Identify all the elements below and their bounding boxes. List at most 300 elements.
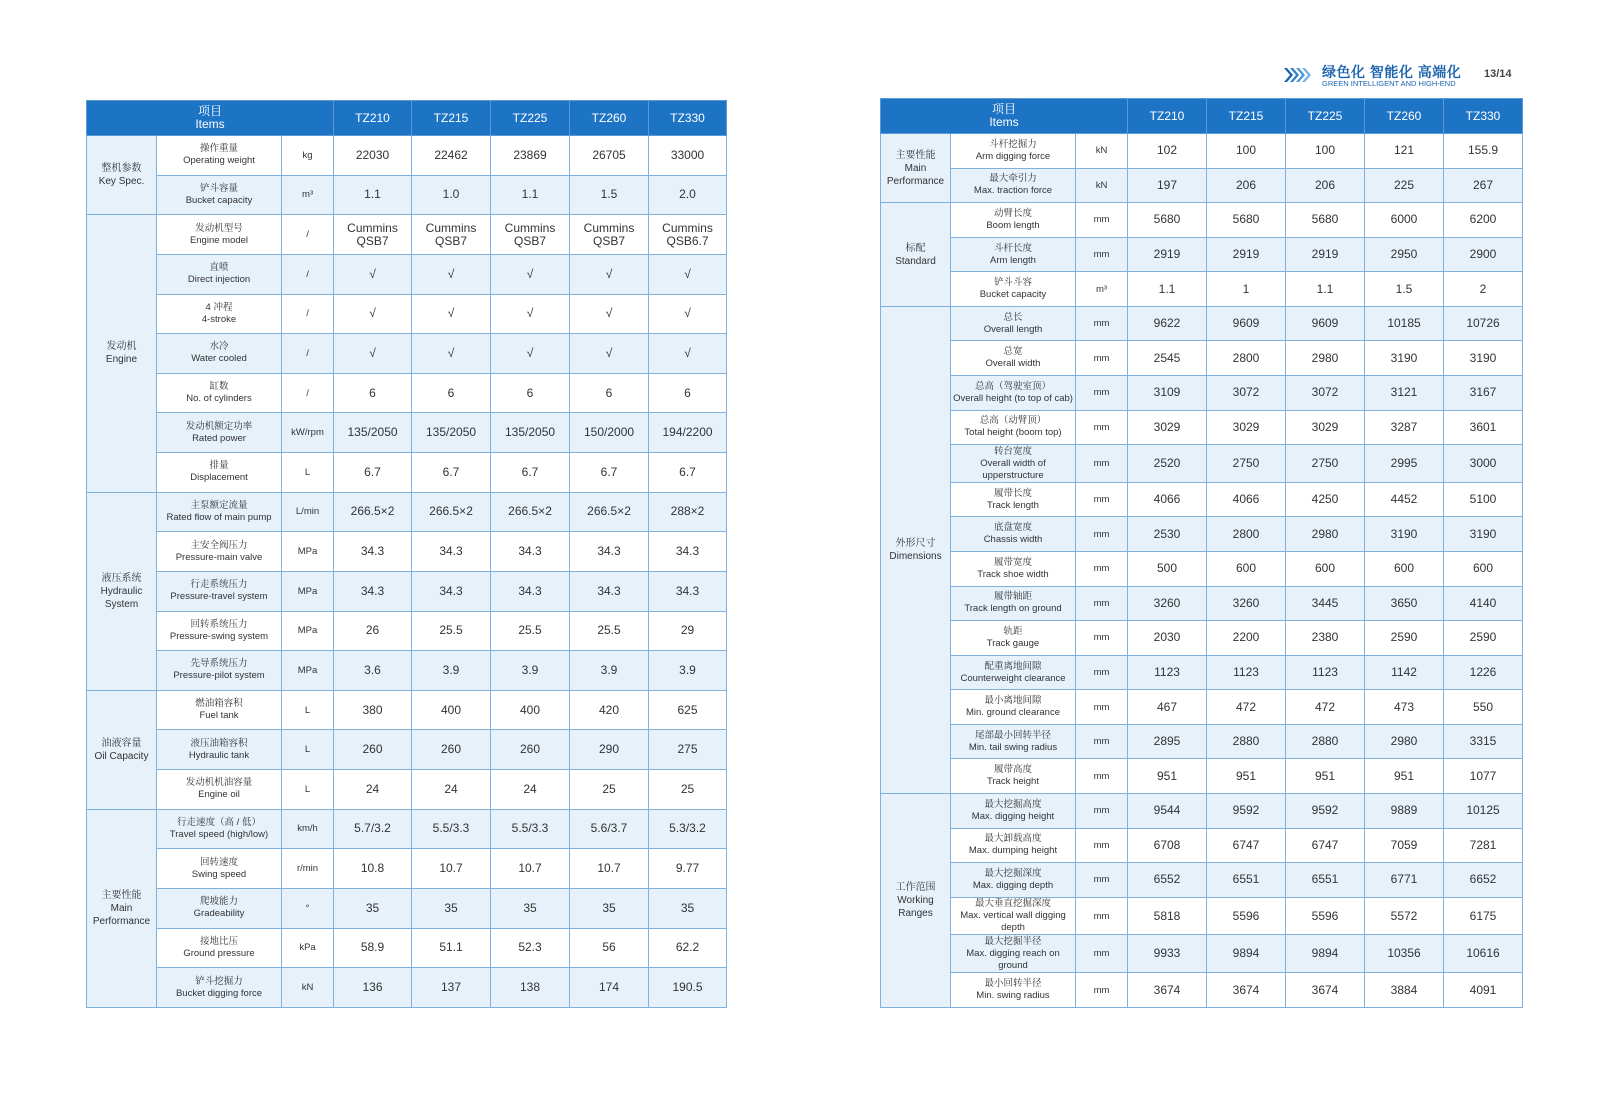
spec-item-en: Track gauge [986,637,1040,649]
spec-item-en: Max. digging height [971,810,1055,822]
spec-value: 2800 [1207,341,1286,376]
spec-value: 5.5/3.3 [412,809,491,849]
spec-item-en: Total height (boom top) [964,427,1062,439]
spec-value: 3190 [1365,517,1444,552]
spec-item-en: Pressure-travel system [170,591,268,603]
group-label [881,134,951,203]
spec-value: 3000 [1444,445,1523,483]
spec-unit: / [282,254,334,294]
spec-row [881,445,1523,483]
spec-value: 6551 [1286,863,1365,898]
spec-value: 24 [412,770,491,810]
spec-value: 3.9 [491,651,570,691]
spec-row [87,651,727,691]
spec-unit: mm [1076,863,1128,898]
spec-item [951,621,1076,656]
spec-value: 25 [649,770,727,810]
spec-value: 5100 [1444,482,1523,517]
spec-value: 3.6 [334,651,412,691]
spec-item-cn: 最大卸载高度 [984,833,1042,845]
spec-value: 6551 [1207,863,1286,898]
spec-item [157,175,282,215]
spec-unit: L [282,690,334,730]
spec-value: 1.5 [570,175,649,215]
spec-item-en: 4-stroke [201,313,237,325]
spec-value: 2950 [1365,237,1444,272]
spec-value: √ [334,254,412,294]
spec-value: 34.3 [491,532,570,572]
spec-value: 10.7 [570,849,649,889]
spec-value: 26705 [570,136,649,176]
spec-value: 290 [570,730,649,770]
spec-value: 138 [491,968,570,1008]
spec-item [951,586,1076,621]
spec-value: 2520 [1128,445,1207,483]
spec-row [87,532,727,572]
spec-value: √ [570,294,649,334]
spec-value: 190.5 [649,968,727,1008]
spec-value: 6552 [1128,863,1207,898]
spec-value: 2980 [1286,341,1365,376]
spec-item-cn: 最大牵引力 [989,173,1037,185]
spec-item-cn: 主安全阀压力 [190,539,248,551]
spec-item-cn: 转台宽度 [993,445,1032,457]
spec-value: 266.5×2 [334,492,412,532]
spec-value: 2880 [1207,724,1286,759]
group-label-en: Main Performance [92,902,151,927]
spec-item [951,203,1076,238]
spec-value: 3072 [1207,376,1286,411]
spec-value: 174 [570,968,649,1008]
spec-value: 2919 [1128,237,1207,272]
spec-item-cn: 总长 [1003,311,1023,323]
spec-item-cn: 总宽 [1003,346,1023,358]
spec-item-cn: 履带长度 [993,487,1032,499]
spec-value: 3190 [1444,517,1523,552]
spec-value: √ [412,294,491,334]
spec-row [87,849,727,889]
spec-value: 24 [334,770,412,810]
spec-value: 3287 [1365,410,1444,445]
spec-value: 10.8 [334,849,412,889]
spec-item-cn: 配重离地间隙 [984,660,1042,672]
spec-value: 267 [1444,168,1523,203]
spec-unit: kg [282,136,334,176]
spec-item-cn: 接地比压 [199,935,238,947]
spec-item-en: Max. dumping height [968,845,1058,857]
spec-value: 35 [412,888,491,928]
spec-item-cn: 操作重量 [199,143,238,155]
spec-item-en: Displacement [190,472,248,484]
spec-value: 9894 [1207,935,1286,973]
spec-item-en: Engine oil [198,789,240,801]
spec-item [157,611,282,651]
spec-value: 150/2000 [570,413,649,453]
spec-unit: mm [1076,552,1128,587]
spec-item-en: Overall width of upperstructure [980,457,1046,481]
spec-value: Cummins QSB7 [570,215,649,255]
spec-value: 35 [334,888,412,928]
spec-value: 5.5/3.3 [491,809,570,849]
spec-item-cn: 回转系统压力 [190,618,248,630]
spec-row [881,410,1523,445]
model-header: TZ260 [1365,99,1444,134]
spec-item [951,376,1076,411]
spec-value: 2750 [1207,445,1286,483]
spec-value: 1077 [1444,759,1523,794]
spec-item [157,770,282,810]
spec-item-en: Min. ground clearance [966,707,1060,719]
header-item-cn: 项目 [992,102,1017,116]
spec-row [881,935,1523,973]
spec-value: 1123 [1286,655,1365,690]
spec-value: 5.7/3.2 [334,809,412,849]
spec-row [881,897,1523,935]
spec-item-en: Bucket digging force [175,987,263,999]
spec-value: 9592 [1286,794,1365,829]
spec-value: 25 [570,770,649,810]
spec-unit: L [282,770,334,810]
spec-value: 1.1 [1286,272,1365,307]
spec-value: 3190 [1365,341,1444,376]
spec-unit: mm [1076,973,1128,1008]
spec-item-cn: 轨距 [1003,625,1023,637]
spec-row [87,136,727,176]
spec-item-cn: 回转速度 [199,856,238,868]
spec-value: 10.7 [491,849,570,889]
spec-unit: L [282,453,334,493]
spec-value: 25.5 [412,611,491,651]
spec-unit: MPa [282,532,334,572]
spec-unit: mm [1076,794,1128,829]
spec-value: 6175 [1444,897,1523,935]
spec-item-en: Pressure-pilot system [173,670,265,682]
spec-unit: mm [1076,935,1128,973]
spec-value: 10185 [1365,306,1444,341]
spec-value: 10125 [1444,794,1523,829]
spec-value: Cummins QSB7 [412,215,491,255]
spec-value: Cummins QSB7 [491,215,570,255]
spec-item-en: Arm digging force [975,150,1051,162]
group-label-cn: 工作范围 [895,882,936,894]
spec-value: 25.5 [570,611,649,651]
spec-value: 102 [1128,134,1207,169]
spec-value: 9933 [1128,935,1207,973]
spec-item [157,215,282,255]
spec-value: 5.6/3.7 [570,809,649,849]
spec-value: 266.5×2 [412,492,491,532]
spec-value: 1123 [1128,655,1207,690]
spec-value: 136 [334,968,412,1008]
spec-value: 34.3 [649,532,727,572]
spec-value: 34.3 [334,532,412,572]
spec-row [881,168,1523,203]
spec-item [157,888,282,928]
spec-value: 6.7 [570,453,649,493]
spec-item-en: Engine model [189,234,249,246]
spec-value: 2530 [1128,517,1207,552]
spec-unit: ° [282,888,334,928]
header-item-cn: 项目 [198,104,223,118]
spec-item-en: Operating weight [183,155,255,167]
spec-item-en: Fuel tank [199,710,239,722]
spec-unit: L/min [282,492,334,532]
spec-unit: r/min [282,849,334,889]
spec-item-en: Overall width [985,358,1041,370]
spec-value: 25.5 [491,611,570,651]
spec-value: 550 [1444,690,1523,725]
spec-value: 34.3 [649,571,727,611]
spec-value: 206 [1286,168,1365,203]
spec-value: 1 [1207,272,1286,307]
spec-item-cn: 总高（动臂顶） [979,415,1047,427]
spec-item [951,552,1076,587]
spec-item [951,482,1076,517]
spec-row [87,809,727,849]
spec-value: 35 [491,888,570,928]
spec-item-en: Overall height (to top of cab) [953,392,1073,404]
spec-value: 22030 [334,136,412,176]
spec-item-cn: 履带高度 [993,764,1032,776]
spec-value: 9622 [1128,306,1207,341]
spec-row [87,413,727,453]
group-label [87,215,157,492]
spec-value: 3445 [1286,586,1365,621]
spec-row [87,373,727,413]
spec-row [881,828,1523,863]
spec-item [951,134,1076,169]
group-label-en: Dimensions [889,550,942,562]
group-label-cn: 整机参数 [101,163,142,175]
spec-unit: mm [1076,237,1128,272]
spec-item [157,809,282,849]
spec-item [157,254,282,294]
model-header: TZ260 [570,101,649,136]
spec-value: 1.1 [334,175,412,215]
spec-item-cn: 铲斗斗容 [993,277,1032,289]
spec-item [157,453,282,493]
spec-value: 951 [1286,759,1365,794]
group-label-en: Main Performance [886,162,945,187]
spec-row [881,341,1523,376]
spec-value: 6747 [1207,828,1286,863]
spec-value: 951 [1365,759,1444,794]
spec-item [157,492,282,532]
spec-row [881,586,1523,621]
spec-item-cn: 液压油箱容积 [190,737,248,749]
spec-unit: mm [1076,517,1128,552]
spec-value: 420 [570,690,649,730]
spec-unit: mm [1076,586,1128,621]
spec-value: 472 [1286,690,1365,725]
spec-value: 5680 [1128,203,1207,238]
group-label [881,794,951,1008]
spec-unit: kW/rpm [282,413,334,453]
spec-value: 5680 [1286,203,1365,238]
spec-item-en: Pressure-swing system [169,630,269,642]
spec-value: 1226 [1444,655,1523,690]
spec-row [881,621,1523,656]
spec-value: 4066 [1207,482,1286,517]
spec-row [87,571,727,611]
spec-item-cn: 最大垂直挖掘深度 [974,898,1051,910]
spec-value: 34.3 [570,532,649,572]
spec-value: 2380 [1286,621,1365,656]
spec-row [87,492,727,532]
spec-value: 194/2200 [649,413,727,453]
left-header-items [87,101,334,136]
group-label [87,136,157,215]
model-header: TZ215 [1207,99,1286,134]
spec-value: 2980 [1365,724,1444,759]
spec-unit: mm [1076,341,1128,376]
spec-item-cn: 排量 [209,460,229,472]
spec-value: 9609 [1207,306,1286,341]
group-label-en: Hydraulic System [100,585,143,610]
spec-value: 3029 [1128,410,1207,445]
right-spec-table [880,98,1523,1008]
spec-value: 9592 [1207,794,1286,829]
spec-value: 137 [412,968,491,1008]
spec-item-en: Chassis width [983,534,1043,546]
model-header: TZ210 [334,101,412,136]
spec-value: 9.77 [649,849,727,889]
spec-item [951,724,1076,759]
spec-value: 10.7 [412,849,491,889]
spec-item [157,968,282,1008]
spec-value: 2590 [1365,621,1444,656]
spec-value: 2919 [1286,237,1365,272]
spec-value: 2880 [1286,724,1365,759]
spec-item [157,690,282,730]
spec-unit: MPa [282,571,334,611]
spec-unit: mm [1076,621,1128,656]
spec-unit: / [282,294,334,334]
spec-row [87,968,727,1008]
spec-row [881,306,1523,341]
spec-row [881,376,1523,411]
spec-value: 3029 [1286,410,1365,445]
spec-item-en: No. of cylinders [186,393,252,405]
spec-value: 6747 [1286,828,1365,863]
spec-value: 3029 [1207,410,1286,445]
spec-value: 6652 [1444,863,1523,898]
spec-item [157,849,282,889]
spec-value: 467 [1128,690,1207,725]
spec-value: 58.9 [334,928,412,968]
spec-value: 34.3 [412,571,491,611]
spec-item [951,690,1076,725]
spec-item [951,517,1076,552]
spec-unit: / [282,334,334,374]
model-header: TZ330 [649,101,727,136]
group-label-cn: 液压系统 [101,572,142,584]
spec-value: 4140 [1444,586,1523,621]
spec-value: 2 [1444,272,1523,307]
group-label-cn: 发动机 [106,341,137,353]
spec-row [881,134,1523,169]
spec-value: 600 [1286,552,1365,587]
spec-value: 472 [1207,690,1286,725]
spec-value: 6 [491,373,570,413]
header-item-en: Items [989,115,1019,129]
model-header: TZ210 [1128,99,1207,134]
spec-value: 3109 [1128,376,1207,411]
spec-row [87,730,727,770]
spec-value: 2200 [1207,621,1286,656]
spec-value: √ [412,254,491,294]
group-label-cn: 外形尺寸 [895,537,936,549]
spec-item-en: Rated power [192,432,246,444]
spec-value: 62.2 [649,928,727,968]
spec-value: 600 [1444,552,1523,587]
spec-unit: / [282,215,334,255]
spec-value: 56 [570,928,649,968]
spec-value: 6 [412,373,491,413]
spec-row [87,888,727,928]
spec-item [951,410,1076,445]
spec-item-en: Water cooled [191,353,247,365]
spec-item-en: Max. vertical wall digging depth [960,910,1066,934]
spec-item-cn: 爬坡能力 [199,896,238,908]
spec-value: 4066 [1128,482,1207,517]
spec-item-cn: 发动机额定功率 [185,420,253,432]
spec-item [157,373,282,413]
spec-value: 135/2050 [334,413,412,453]
spec-value: 3190 [1444,341,1523,376]
spec-row [87,215,727,255]
spec-value: 29 [649,611,727,651]
right-header-items [881,99,1128,134]
spec-value: 951 [1207,759,1286,794]
spec-item [951,655,1076,690]
spec-item-cn: 铲斗容量 [199,182,238,194]
spec-row [87,770,727,810]
spec-item-en: Hydraulic tank [188,749,250,761]
spec-item-cn: 底盘宽度 [993,522,1032,534]
spec-value: 33000 [649,136,727,176]
spec-value: 9894 [1286,935,1365,973]
spec-value: 6 [649,373,727,413]
spec-unit: mm [1076,897,1128,935]
spec-value: 52.3 [491,928,570,968]
slogan-en: GREEN INTELLIGENT AND HIGH-END [1322,79,1456,88]
spec-item [157,334,282,374]
spec-item-en: Rated flow of main pump [166,511,272,523]
spec-unit: m³ [282,175,334,215]
spec-unit: mm [1076,690,1128,725]
spec-item-en: Pressure-main valve [175,551,263,563]
spec-item-cn: 直喷 [209,262,229,274]
spec-value: 23869 [491,136,570,176]
spec-item [951,759,1076,794]
spec-unit: L [282,730,334,770]
spec-value: 275 [649,730,727,770]
spec-value: 266.5×2 [491,492,570,532]
spec-value: 1.1 [1128,272,1207,307]
spec-value: 100 [1207,134,1286,169]
spec-item-cn: 行走速度（高 / 低） [177,816,261,828]
spec-item-en: Gradeability [193,908,245,920]
spec-value: 22462 [412,136,491,176]
spec-row [87,334,727,374]
group-label-en: Oil Capacity [94,750,149,762]
spec-unit: kN [1076,168,1128,203]
spec-item-cn: 最小回转半径 [984,978,1042,990]
spec-item-cn: 最大挖掘高度 [984,798,1042,810]
spec-value: 1.5 [1365,272,1444,307]
spec-value: 2030 [1128,621,1207,656]
